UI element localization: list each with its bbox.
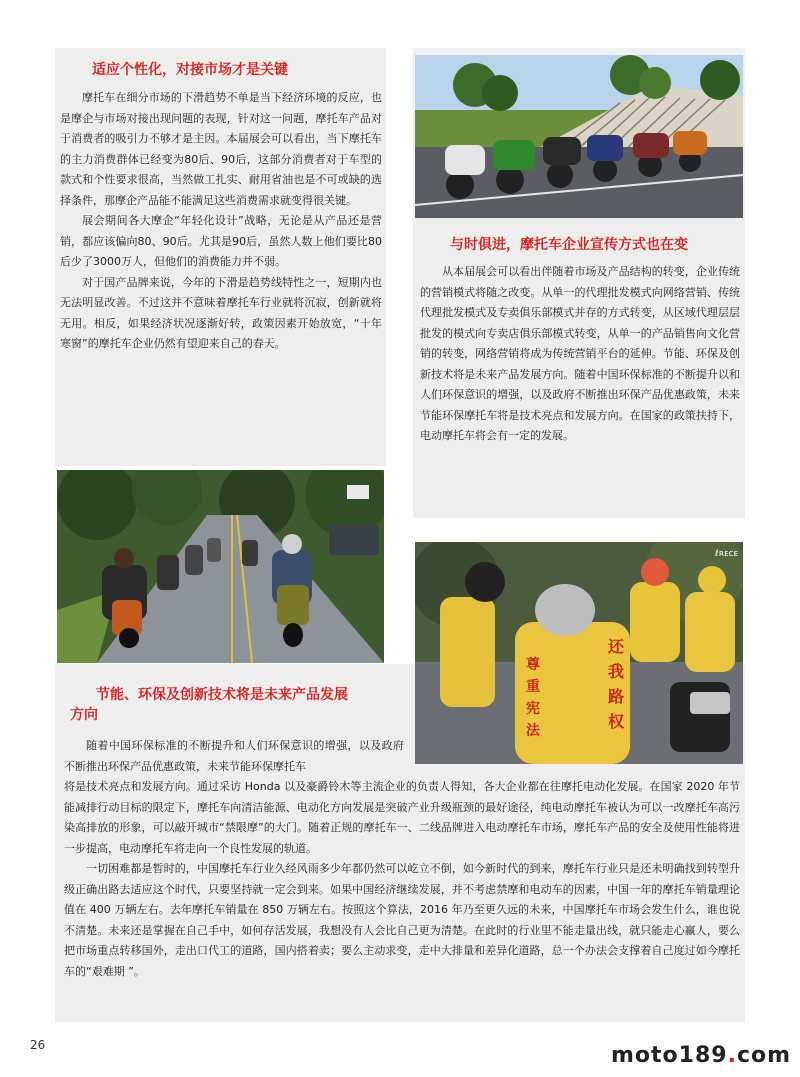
section3-heading	[70, 685, 396, 725]
section2-heading: 与时俱进，摩托车企业宣传方式也在变	[450, 237, 688, 253]
section1-paragraph: 展会期间各大摩企“年轻化设计”战略，无论是从产品还是营销，都应该偏向80、90后。尤其是90后，虽然人数上他们要比80后少了3000万人，但他们的消费能力并不弱。	[60, 214, 382, 268]
section3-intro	[64, 736, 404, 777]
section3-paragraph: 一切困难都是暂时的，中国摩托车行业久经风雨多少年都仍然可以屹立不倒，如今新时代的到来，摩托车行业只是还未明确找到转型升级正确出路去适应这个时代，只要坚持就一定会到来。如果中国经济继续发展，并不考虑禁摩和电动车的因素，中国一年的摩托车销量理论值在 400 万辆左右。去年摩托车销量在 850 万辆左右。按照这个算法，2016 年乃至更久远的未来，中国摩托车市场会发生什么，谁也说不清楚。未来还是掌握在自己手中，如何存活发展，我想没有人会比自己更为清楚。在此时的行业里不能走量出线，就只能走心赢人，要么把市场重点转移国外，走出口代工的道路，国内搭着卖；要么主动求变，走中大排量和差异化道路，总一个办法会支撑着自己度过如今摩托车的“艰难期 ”。	[64, 862, 740, 978]
section3-heading-line1: 节能、环保及创新技术将是未来产品发展	[96, 687, 348, 703]
site-dot: .	[727, 1043, 737, 1068]
parked-motorcycles-photo	[415, 55, 743, 218]
section1-paragraph: 对于国产品牌来说，今年的下滑是趋势线特性之一，短期内也无法明显改善。不过这并不意味着摩托车行业就将沉寂，创新就将无用。相反，如果经济状况逐渐好转，政策因素开始放宽，“十年寒窗”的摩托车企业仍然有望迎来自己的春天。	[60, 275, 382, 350]
section2-paragraph: 从本届展会可以看出伴随着市场及产品结构的转变，企业传统的营销模式将随之改变。从单一的代理批发模式向网络营销、传统代理批发模式及专卖俱乐部模式并存的方式转变，从区域代理层层批发的模式向专卖店俱乐部模式转变，从单一的产品销售向文化营销的转变，网络营销将成为传统营销平台的延伸。节能、环保及创新技术将是未来产品发展方向。随着中国环保标准的不断提升以和人们环保意识的增强，以及政府不断推出环保产品优惠政策，未来节能环保摩托车将是技术亮点和发展方向。在国家的政策扶持下，电动摩托车将会有一定的发展。	[420, 265, 740, 442]
section3-body	[64, 777, 740, 982]
section3-paragraph: 将是技术亮点和发展方向。通过采访 Honda 以及豪爵铃木等主流企业的负责人得知，各大企业都在往摩托电动化发展。在国家 2020 年节能减排行动目标的限定下，摩托车向清洁能源、电动化方向发展是突破产业升级瓶颈的最好途径，纯电动摩托车被认为可以一改摩托车高污染高排放的形象，可以敲开城市“禁限摩”的大门。随着正规的摩托车一、二线品牌进入电动摩托车市场，摩托车产品的安全及使用性能将进一步提高，电动摩托车将走向一个良性发展的轨道。	[64, 780, 740, 855]
section3-paragraph: 随着中国环保标准的不断提升和人们环保意识的增强，以及政府不断推出环保产品优惠政策，未来节能环保摩托车	[64, 739, 404, 773]
section3-heading-line2: 方向	[70, 707, 98, 723]
photo-tag: ℓʀᴇᴄᴇ	[715, 549, 738, 559]
vest-text-right: 还我路权	[608, 637, 625, 731]
section2-body	[420, 262, 740, 447]
protest-riders-photo	[415, 542, 743, 764]
site-tld: com	[736, 1043, 792, 1068]
section1-paragraph: 摩托车在细分市场的下滑趋势不单是当下经济环境的反应，也是摩企与市场对接出现问题的表现，针对这一问题，摩托车产品对于消费者的吸引力不够才是主因。本届展会可以看出，当下摩托车的主力消费群体已经变为80后、90后，这部分消费者对于车型的款式和个性要求很高，当然做工扎实、耐用省油也是不可或缺的选择条件，那摩企产品能不能满足这些消费需求就变得很关键。	[60, 91, 382, 207]
section1-heading: 适应个性化，对接市场才是关键	[92, 62, 288, 78]
site-watermark	[611, 1043, 791, 1068]
section1-body	[60, 88, 382, 355]
motorcycle-group-ride-photo	[57, 470, 384, 663]
site-name: moto189	[611, 1043, 728, 1068]
page-number: 26	[30, 1038, 46, 1052]
vest-text-left: 尊重宪法	[526, 657, 540, 739]
